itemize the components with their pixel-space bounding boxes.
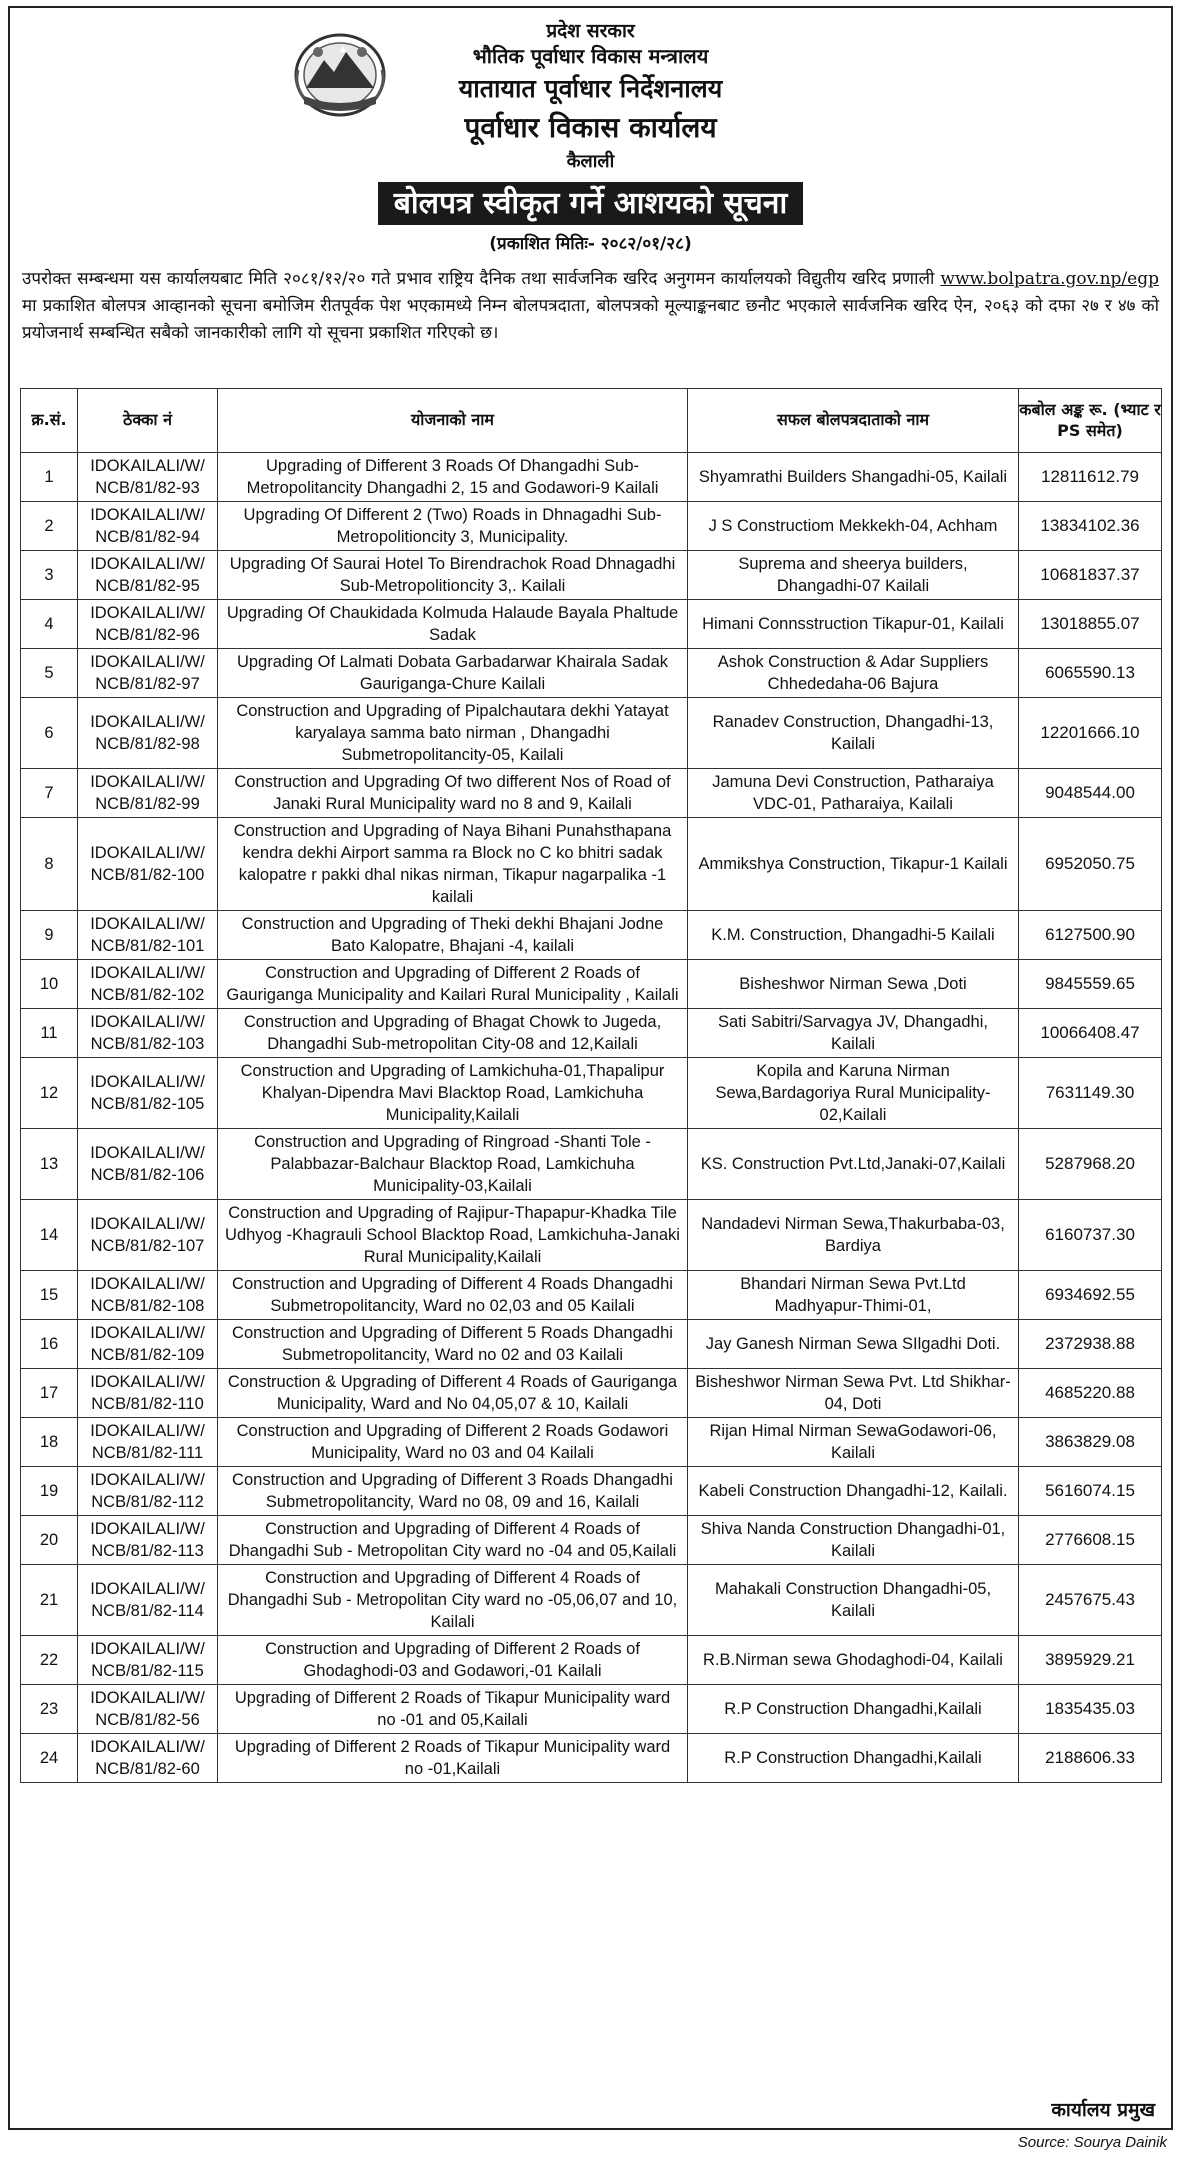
cell-project: Upgrading Of Saurai Hotel To Birendrachok Road Dhnagadhi Sub-Metropolitioncity 3,. Kailali: [218, 551, 688, 600]
cell-amount: 6952050.75: [1019, 818, 1162, 911]
cell-amount: 3863829.08: [1019, 1418, 1162, 1467]
cell-bidder: Himani Connsstruction Tikapur-01, Kailali: [688, 600, 1019, 649]
cell-project: Upgrading Of Chaukidada Kolmuda Halaude Bayala Phaltude Sadak: [218, 600, 688, 649]
table-row: [21, 1320, 1162, 1369]
cell-project: Construction and Upgrading of Naya Bihani Punahsthapana kendra dekhi Airport samma ra Block no C ko bhitri sadak kalopatre r pakki dhal nikas nirman, Tikapur nagarpalika -1 kailali: [218, 818, 688, 911]
cell-sn: 4: [21, 600, 78, 649]
table-body: [21, 453, 1162, 1783]
cell-sn: 17: [21, 1369, 78, 1418]
cell-amount: 4685220.88: [1019, 1369, 1162, 1418]
cell-bidder: Shyamrathi Builders Shangadhi-05, Kailali: [688, 453, 1019, 502]
cell-contract: IDOKAILALI/W/ NCB/81/82-94: [78, 502, 218, 551]
cell-bidder: Suprema and sheerya builders, Dhangadhi-07 Kailali: [688, 551, 1019, 600]
cell-project: Construction and Upgrading of Different 2 Roads of Gauriganga Municipality and Kailari Rural Municipality , Kailali: [218, 960, 688, 1009]
cell-contract: IDOKAILALI/W/ NCB/81/82-102: [78, 960, 218, 1009]
table-header-row: [21, 389, 1162, 453]
cell-contract: IDOKAILALI/W/ NCB/81/82-105: [78, 1058, 218, 1129]
col-header-bidder: सफल बोलपत्रदाताको नाम: [688, 389, 1019, 453]
table-row: [21, 649, 1162, 698]
cell-project: Construction and Upgrading of Lamkichuha-01,Thapalipur Khalyan-Dipendra Mavi Blacktop Road, Lamkichuha Municipality,Kailali: [218, 1058, 688, 1129]
cell-sn: 19: [21, 1467, 78, 1516]
cell-amount: 2457675.43: [1019, 1565, 1162, 1636]
cell-project: Construction and Upgrading of Different 5 Roads Dhangadhi Submetropolitancity, Ward no 02 and 03 Kailali: [218, 1320, 688, 1369]
cell-contract: IDOKAILALI/W/ NCB/81/82-109: [78, 1320, 218, 1369]
table-row: [21, 551, 1162, 600]
cell-project: Construction and Upgrading of Different 3 Roads Dhangadhi Submetropolitancity, Ward no 08, 09 and 16, Kailali: [218, 1467, 688, 1516]
cell-sn: 3: [21, 551, 78, 600]
table-row: [21, 698, 1162, 769]
cell-contract: IDOKAILALI/W/ NCB/81/82-108: [78, 1271, 218, 1320]
cell-project: Upgrading Of Different 2 (Two) Roads in Dhnagadhi Sub-Metropolitioncity 3, Municipality.: [218, 502, 688, 551]
cell-bidder: Kopila and Karuna Nirman Sewa,Bardagoriya Rural Municipality-02,Kailali: [688, 1058, 1019, 1129]
cell-amount: 13834102.36: [1019, 502, 1162, 551]
cell-amount: 5287968.20: [1019, 1129, 1162, 1200]
table-row: [21, 1636, 1162, 1685]
cell-sn: 21: [21, 1565, 78, 1636]
cell-amount: 9845559.65: [1019, 960, 1162, 1009]
cell-project: Upgrading of Different 2 Roads of Tikapur Municipality ward no -01 and 05,Kailali: [218, 1685, 688, 1734]
header-district: कैलाली: [566, 151, 615, 172]
table-row: [21, 1009, 1162, 1058]
cell-bidder: J S Constructiom Mekkekh-04, Achham: [688, 502, 1019, 551]
table-row: [21, 1200, 1162, 1271]
cell-amount: 6934692.55: [1019, 1271, 1162, 1320]
table-row: [21, 1369, 1162, 1418]
cell-bidder: Bisheshwor Nirman Sewa ,Doti: [688, 960, 1019, 1009]
header-office: पूर्वाधार विकास कार्यालय: [464, 111, 717, 144]
cell-contract: IDOKAILALI/W/ NCB/81/82-111: [78, 1418, 218, 1467]
cell-bidder: Ashok Construction & Adar Suppliers Chhededaha-06 Bajura: [688, 649, 1019, 698]
cell-bidder: Rijan Himal Nirman SewaGodawori-06, Kailali: [688, 1418, 1019, 1467]
cell-amount: 2188606.33: [1019, 1734, 1162, 1783]
cell-project: Construction & Upgrading of Different 4 Roads of Gauriganga Municipality, Ward and No 04,05,07 & 10, Kailali: [218, 1369, 688, 1418]
cell-contract: IDOKAILALI/W/ NCB/81/82-98: [78, 698, 218, 769]
cell-sn: 7: [21, 769, 78, 818]
table-row: [21, 600, 1162, 649]
cell-amount: 12201666.10: [1019, 698, 1162, 769]
cell-sn: 22: [21, 1636, 78, 1685]
cell-bidder: Shiva Nanda Construction Dhangadhi-01, Kailali: [688, 1516, 1019, 1565]
cell-contract: IDOKAILALI/W/ NCB/81/82-99: [78, 769, 218, 818]
table-row: [21, 911, 1162, 960]
cell-project: Construction and Upgrading Of two different Nos of Road of Janaki Rural Municipality ward no 8 and 9, Kailali: [218, 769, 688, 818]
cell-project: Construction and Upgrading of Different 4 Roads of Dhangadhi Sub - Metropolitan City ward no -05,06,07 and 10, Kailali: [218, 1565, 688, 1636]
cell-contract: IDOKAILALI/W/ NCB/81/82-107: [78, 1200, 218, 1271]
notice-title: बोलपत्र स्वीकृत गर्ने आशयको सूचना: [378, 182, 803, 226]
cell-bidder: Bhandari Nirman Sewa Pvt.Ltd Madhyapur-Thimi-01,: [688, 1271, 1019, 1320]
cell-project: Construction and Upgrading of Theki dekhi Bhajani Jodne Bato Kalopatre, Bhajani -4, kailali: [218, 911, 688, 960]
cell-amount: 10681837.37: [1019, 551, 1162, 600]
cell-sn: 18: [21, 1418, 78, 1467]
cell-bidder: Jay Ganesh Nirman Sewa SIlgadhi Doti.: [688, 1320, 1019, 1369]
cell-contract: IDOKAILALI/W/ NCB/81/82-60: [78, 1734, 218, 1783]
cell-contract: IDOKAILALI/W/ NCB/81/82-56: [78, 1685, 218, 1734]
cell-contract: IDOKAILALI/W/ NCB/81/82-103: [78, 1009, 218, 1058]
cell-project: Construction and Upgrading of Different 4 Roads of Dhangadhi Sub - Metropolitan City ward no -04 and 05,Kailali: [218, 1516, 688, 1565]
table-row: [21, 960, 1162, 1009]
cell-contract: IDOKAILALI/W/ NCB/81/82-95: [78, 551, 218, 600]
cell-amount: 12811612.79: [1019, 453, 1162, 502]
cell-bidder: Ammikshya Construction, Tikapur-1 Kailali: [688, 818, 1019, 911]
cell-bidder: Mahakali Construction Dhangadhi-05, Kailali: [688, 1565, 1019, 1636]
table-row: [21, 769, 1162, 818]
award-table: [20, 388, 1162, 1783]
table-row: [21, 1271, 1162, 1320]
cell-amount: 6160737.30: [1019, 1200, 1162, 1271]
cell-amount: 6127500.90: [1019, 911, 1162, 960]
cell-bidder: R.B.Nirman sewa Ghodaghodi-04, Kailali: [688, 1636, 1019, 1685]
bolpatra-link[interactable]: www.bolpatra.gov.np/egp: [940, 269, 1159, 289]
cell-contract: IDOKAILALI/W/ NCB/81/82-100: [78, 818, 218, 911]
table-row: [21, 1565, 1162, 1636]
cell-sn: 14: [21, 1200, 78, 1271]
cell-sn: 9: [21, 911, 78, 960]
cell-bidder: R.P Construction Dhangadhi,Kailali: [688, 1734, 1019, 1783]
cell-project: Construction and Upgrading of Different 2 Roads of Ghodaghodi-03 and Godawori,-01 Kailali: [218, 1636, 688, 1685]
intro-paragraph: [20, 260, 1161, 388]
cell-amount: 6065590.13: [1019, 649, 1162, 698]
source-credit: Source: Sourya Dainik: [1017, 2134, 1167, 2151]
cell-amount: 7631149.30: [1019, 1058, 1162, 1129]
header-province: प्रदेश सरकार: [546, 20, 635, 42]
col-header-amount: कबोल अङ्क रू. (भ्याट र PS समेत): [1019, 389, 1162, 453]
intro-text-after: मा प्रकाशित बोलपत्र आव्हानको सूचना बमोजिम रीतपूर्वक पेश भएकामध्ये निम्न बोलपत्रदाता, बोलपत्रको मूल्याङ्कनबाट छनौट भएकाले सार्वजनिक खरिद ऐन, २०६३ को दफा २७ र ४७ को प्रयोजनार्थ सम्बन्धित सबैको जानकारीको लागि यो सूचना प्रकाशित गरिएको छ।: [22, 296, 1159, 343]
cell-sn: 20: [21, 1516, 78, 1565]
cell-sn: 24: [21, 1734, 78, 1783]
cell-project: Construction and Upgrading of Rajipur-Thapapur-Khadka Tile Udhyog -Khagrauli School Blacktop Road, Lamkichuha-Janaki Rural Municipality,Kailali: [218, 1200, 688, 1271]
cell-sn: 5: [21, 649, 78, 698]
table-row: [21, 1685, 1162, 1734]
cell-sn: 2: [21, 502, 78, 551]
cell-sn: 13: [21, 1129, 78, 1200]
cell-sn: 16: [21, 1320, 78, 1369]
cell-project: Construction and Upgrading of Different 4 Roads Dhangadhi Submetropolitancity, Ward no 02,03 and 05 Kailali: [218, 1271, 688, 1320]
cell-sn: 15: [21, 1271, 78, 1320]
table-row: [21, 453, 1162, 502]
cell-amount: 2776608.15: [1019, 1516, 1162, 1565]
header-directorate: यातायात पूर्वाधार निर्देशनालय: [458, 73, 723, 103]
cell-contract: IDOKAILALI/W/ NCB/81/82-97: [78, 649, 218, 698]
cell-contract: IDOKAILALI/W/ NCB/81/82-93: [78, 453, 218, 502]
cell-bidder: Jamuna Devi Construction, Patharaiya VDC-01, Patharaiya, Kailali: [688, 769, 1019, 818]
cell-amount: 5616074.15: [1019, 1467, 1162, 1516]
cell-project: Construction and Upgrading of Pipalchautara dekhi Yatayat karyalaya samma bato nirman , Dhangadhi Submetropolitancity-05, Kailali: [218, 698, 688, 769]
table-row: [21, 1516, 1162, 1565]
cell-amount: 2372938.88: [1019, 1320, 1162, 1369]
header-ministry: भौतिक पूर्वाधार विकास मन्त्रालय: [472, 43, 709, 68]
table-row: [21, 1734, 1162, 1783]
notice-frame: [8, 6, 1173, 2130]
cell-project: Upgrading Of Lalmati Dobata Garbadarwar Khairala Sadak Gauriganga-Chure Kailali: [218, 649, 688, 698]
published-date: (प्रकाशित मितिः- २०८२/०१/२८): [489, 234, 692, 254]
cell-bidder: Nandadevi Nirman Sewa,Thakurbaba-03, Bardiya: [688, 1200, 1019, 1271]
cell-project: Upgrading of Different 3 Roads Of Dhangadhi Sub-Metropolitancity Dhangadhi 2, 15 and Godawori-9 Kailali: [218, 453, 688, 502]
cell-bidder: Sati Sabitri/Sarvagya JV, Dhangadhi, Kailali: [688, 1009, 1019, 1058]
cell-amount: 1835435.03: [1019, 1685, 1162, 1734]
col-header-contract: ठेक्का नं: [78, 389, 218, 453]
cell-bidder: R.P Construction Dhangadhi,Kailali: [688, 1685, 1019, 1734]
cell-contract: IDOKAILALI/W/ NCB/81/82-101: [78, 911, 218, 960]
cell-contract: IDOKAILALI/W/ NCB/81/82-113: [78, 1516, 218, 1565]
table-row: [21, 1129, 1162, 1200]
cell-sn: 8: [21, 818, 78, 911]
col-header-sn: क्र.सं.: [21, 389, 78, 453]
cell-amount: 10066408.47: [1019, 1009, 1162, 1058]
cell-contract: IDOKAILALI/W/ NCB/81/82-96: [78, 600, 218, 649]
cell-sn: 6: [21, 698, 78, 769]
signature-label: कार्यालय प्रमुख: [1051, 2099, 1155, 2121]
cell-bidder: K.M. Construction, Dhangadhi-5 Kailali: [688, 911, 1019, 960]
cell-contract: IDOKAILALI/W/ NCB/81/82-106: [78, 1129, 218, 1200]
cell-bidder: Bisheshwor Nirman Sewa Pvt. Ltd Shikhar-04, Doti: [688, 1369, 1019, 1418]
intro-text-before: उपरोक्त सम्बन्धमा यस कार्यालयबाट मिति २०८१/१२/२० गते प्रभाव राष्ट्रिय दैनिक तथा सार्वजनिक खरिद अनुगमन कार्यालयको विद्युतीय खरिद प्रणाली: [22, 269, 941, 289]
cell-sn: 12: [21, 1058, 78, 1129]
cell-sn: 23: [21, 1685, 78, 1734]
cell-amount: 13018855.07: [1019, 600, 1162, 649]
cell-project: Upgrading of Different 2 Roads of Tikapur Municipality ward no -01,Kailali: [218, 1734, 688, 1783]
cell-contract: IDOKAILALI/W/ NCB/81/82-112: [78, 1467, 218, 1516]
cell-bidder: Kabeli Construction Dhangadhi-12, Kailali.: [688, 1467, 1019, 1516]
cell-project: Construction and Upgrading of Different 2 Roads Godawori Municipality, Ward no 03 and 04 Kailali: [218, 1418, 688, 1467]
table-row: [21, 1467, 1162, 1516]
table-row: [21, 818, 1162, 911]
cell-contract: IDOKAILALI/W/ NCB/81/82-115: [78, 1636, 218, 1685]
cell-amount: 9048544.00: [1019, 769, 1162, 818]
cell-bidder: Ranadev Construction, Dhangadhi-13, Kailali: [688, 698, 1019, 769]
cell-project: Construction and Upgrading of Ringroad -Shanti Tole -Palabbazar-Balchaur Blacktop Road, Lamkichuha Municipality-03,Kailali: [218, 1129, 688, 1200]
table-row: [21, 502, 1162, 551]
notice-header: [20, 8, 1161, 260]
cell-amount: 3895929.21: [1019, 1636, 1162, 1685]
cell-bidder: KS. Construction Pvt.Ltd,Janaki-07,Kailali: [688, 1129, 1019, 1200]
cell-sn: 10: [21, 960, 78, 1009]
table-row: [21, 1418, 1162, 1467]
cell-sn: 11: [21, 1009, 78, 1058]
cell-sn: 1: [21, 453, 78, 502]
table-row: [21, 1058, 1162, 1129]
cell-contract: IDOKAILALI/W/ NCB/81/82-114: [78, 1565, 218, 1636]
nepal-emblem-icon: [290, 30, 390, 120]
cell-contract: IDOKAILALI/W/ NCB/81/82-110: [78, 1369, 218, 1418]
col-header-project: योजनाको नाम: [218, 389, 688, 453]
cell-project: Construction and Upgrading of Bhagat Chowk to Jugeda, Dhangadhi Sub-metropolitan City-08 and 12,Kailali: [218, 1009, 688, 1058]
